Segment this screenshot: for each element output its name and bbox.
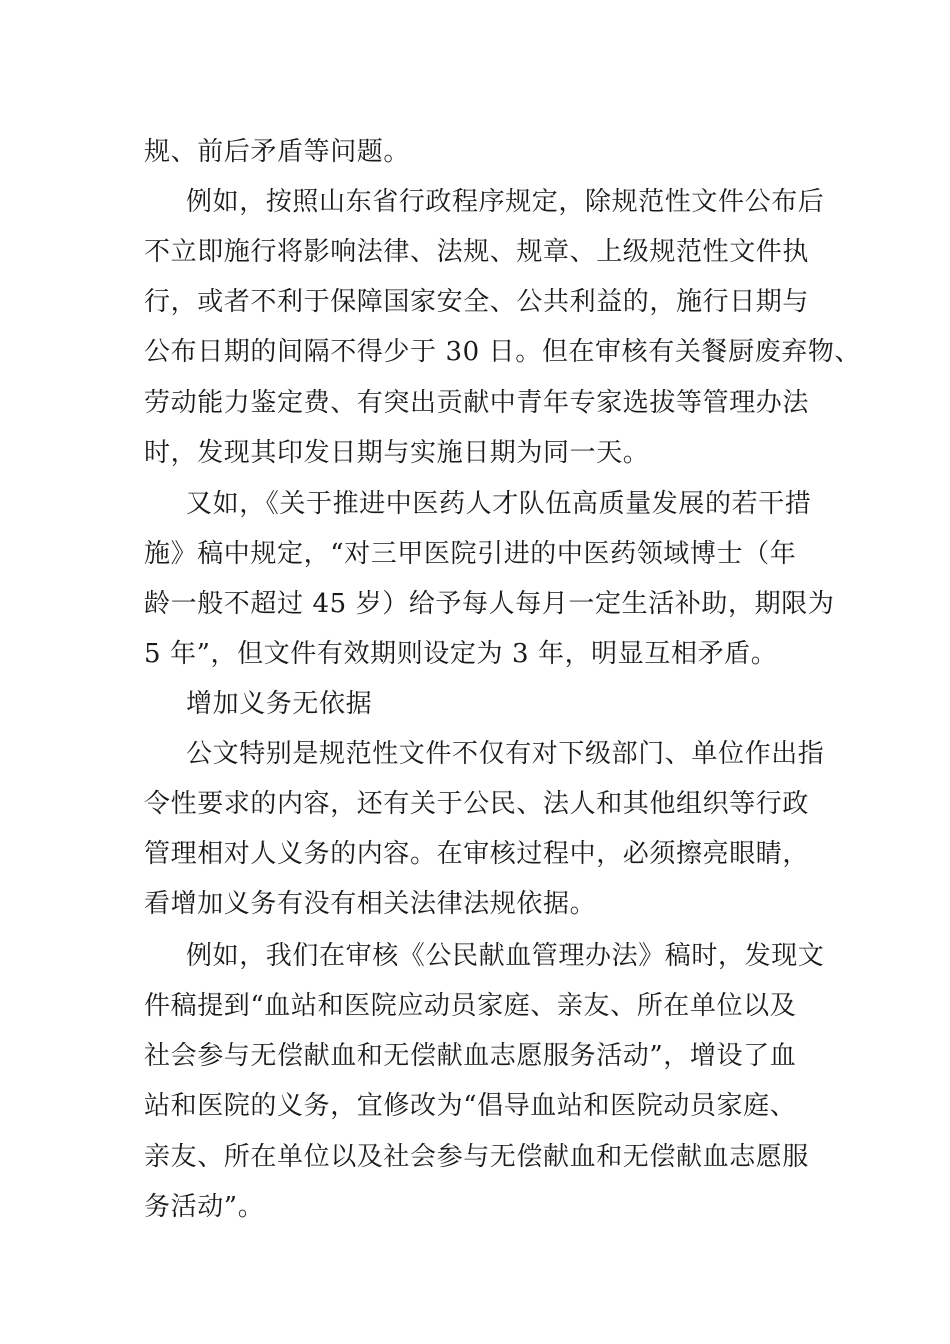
paragraph-1-line-3: 行，或者不利于保障国家安全、公共利益的，施行日期与: [144, 287, 810, 317]
paragraph-3-line-2: 令性要求的内容，还有关于公民、法人和其他组织等行政: [144, 789, 810, 819]
paragraph-4-line-1: 例如，我们在审核《公民献血管理办法》稿时，发现文: [186, 941, 825, 971]
paragraph-1-line-6: 时，发现其印发日期与实施日期为同一天。: [144, 438, 650, 468]
paragraph-3-line-3: 管理相对人义务的内容。在审核过程中，必须擦亮眼睛，: [144, 839, 810, 869]
paragraph-4-line-4: 站和医院的义务，宜修改为“倡导血站和医院动员家庭、: [144, 1091, 797, 1121]
paragraph-4-line-6: 务活动”。: [144, 1192, 265, 1222]
paragraph-2-line-4: 5 年”，但文件有效期则设定为 3 年，明显互相矛盾。: [144, 639, 778, 669]
paragraph-1-line-2: 不立即施行将影响法律、法规、规章、上级规范性文件执: [144, 237, 810, 267]
section-heading: 增加义务无依据: [186, 689, 373, 719]
paragraph-1-line-4: 公布日期的间隔不得少于 30 日。但在审核有关餐厨废弃物、: [144, 337, 862, 367]
paragraph-3-line-4: 看增加义务有没有相关法律法规依据。: [144, 889, 597, 919]
paragraph-3-line-1: 公文特别是规范性文件不仅有对下级部门、单位作出指: [186, 739, 825, 769]
paragraph-1-line-5: 劳动能力鉴定费、有突出贡献中青年专家选拔等管理办法: [144, 388, 810, 418]
paragraph-continuation-line: 规、前后矛盾等问题。: [144, 137, 411, 167]
paragraph-4-line-5: 亲友、所在单位以及社会参与无偿献血和无偿献血志愿服: [144, 1142, 810, 1172]
paragraph-2-line-3: 龄一般不超过 45 岁）给予每人每月一定生活补助，期限为: [144, 589, 835, 619]
paragraph-2-line-1: 又如，《关于推进中医药人才队伍高质量发展的若干措: [186, 489, 812, 519]
paragraph-1-line-1: 例如，按照山东省行政程序规定，除规范性文件公布后: [186, 187, 825, 217]
paragraph-2-line-2: 施》稿中规定，“对三甲医院引进的中医药领域博士（年: [144, 539, 797, 569]
paragraph-4-line-2: 件稿提到“血站和医院应动员家庭、亲友、所在单位以及: [144, 991, 797, 1021]
paragraph-4-line-3: 社会参与无偿献血和无偿献血志愿服务活动”，增设了血: [144, 1041, 797, 1071]
